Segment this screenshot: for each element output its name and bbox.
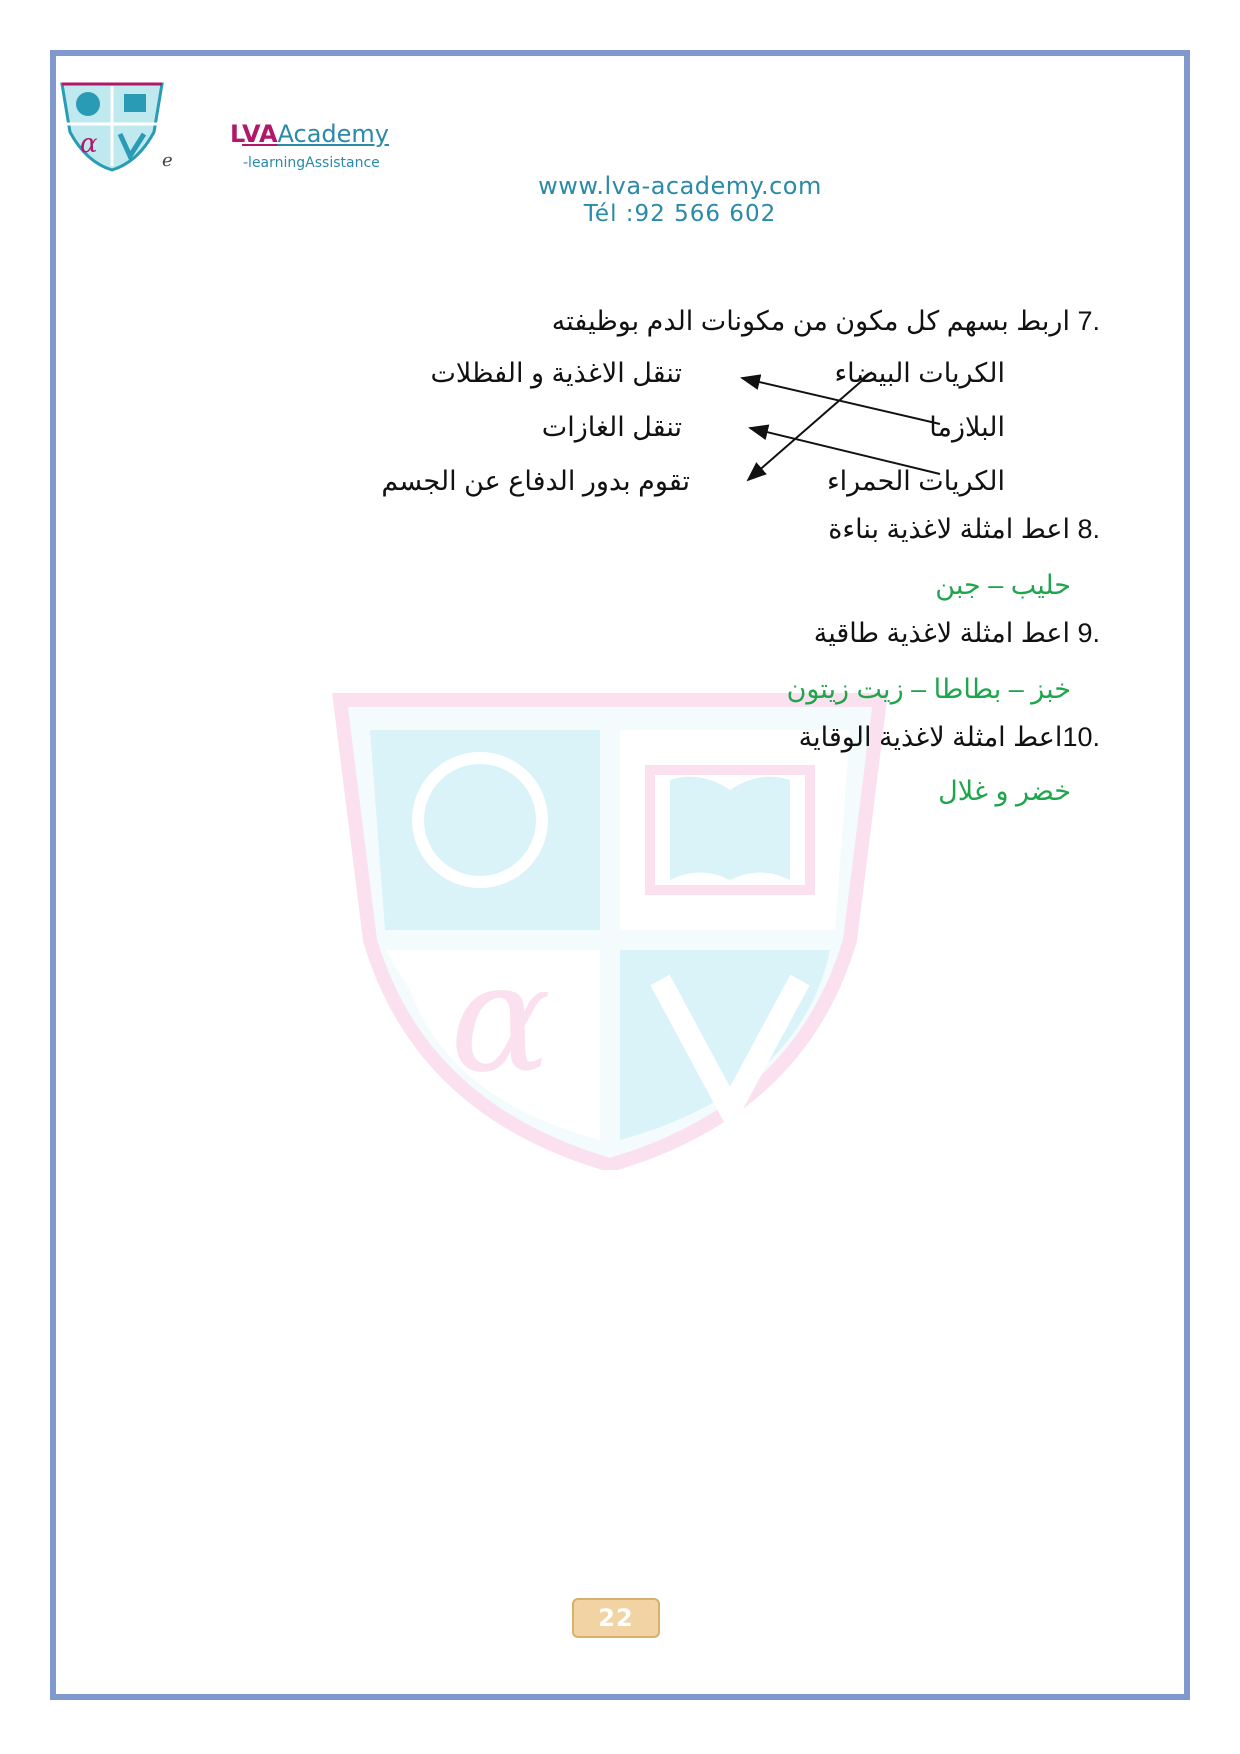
question-7: .7 اربط بسهم كل مكون من مكونات الدم بوظيفته <box>551 306 1100 336</box>
answer-10: خضر و غلال <box>938 776 1071 806</box>
answer-8: حليب – جبن <box>935 570 1071 600</box>
brand-letter-l: L <box>230 120 242 148</box>
page-number: 22 <box>598 1604 634 1632</box>
worksheet-content <box>381 306 1100 930</box>
svg-text:α: α <box>80 129 98 159</box>
page-number-box <box>572 1598 660 1638</box>
match-right-transport-food: تنقل الاغذية و الفظلات <box>430 358 682 388</box>
match-left-plasma: البلازما <box>929 412 1005 442</box>
lva-academy-logo <box>58 80 166 172</box>
answer-9: خبز – بطاطا – زيت زيتون <box>786 674 1071 704</box>
question-10: .10اعط امثلة لاغذية الوقاية <box>798 722 1100 752</box>
svg-text:α: α <box>450 932 552 1106</box>
brand-tagline: -learningAssistance <box>243 155 380 171</box>
match-right-transport-gases: تنقل الغازات <box>541 412 682 442</box>
arrow-plasma-to-food <box>742 378 940 424</box>
question-8: .8 اعط امثلة لاغذية بناءة <box>828 514 1100 544</box>
e-letter-mark: e <box>162 150 173 171</box>
match-left-red-cells: الكريات الحمراء <box>826 466 1005 496</box>
question-9: .9 اعط امثلة لاغذية طاقية <box>813 618 1100 648</box>
brand-academy: Academy <box>277 120 390 148</box>
arrow-white-to-defense <box>748 372 872 480</box>
website-url: www.lva-academy.com <box>538 172 822 200</box>
arrow-red-to-gases <box>750 428 940 474</box>
phone-number: Tél :92 566 602 <box>583 201 777 227</box>
brand-letters-va: VA <box>242 120 278 148</box>
match-left-white-cells: الكريات البيضاء <box>834 358 1005 388</box>
brand-name <box>230 120 389 148</box>
match-right-defense: تقوم بدور الدفاع عن الجسم <box>381 466 690 496</box>
